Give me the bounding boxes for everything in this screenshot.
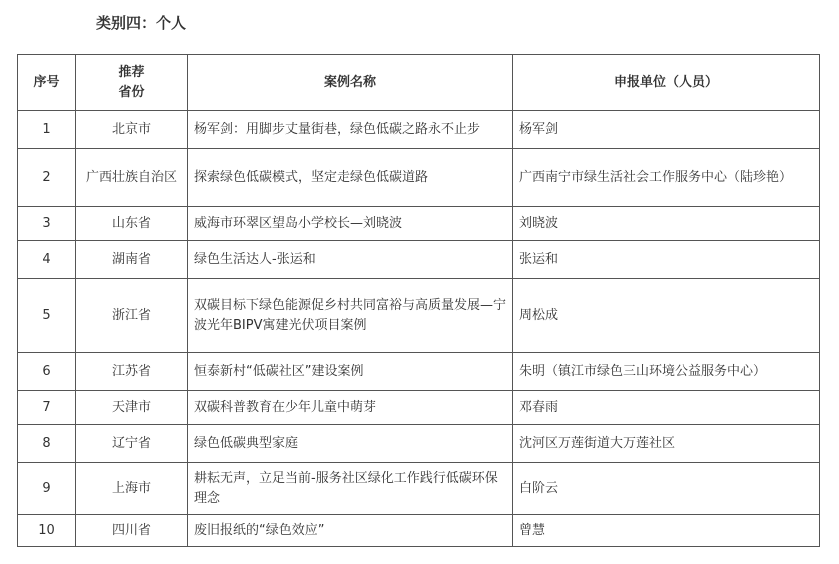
row-case-name: 恒泰新村“低碳社区”建设案例: [188, 353, 513, 391]
row-province: 上海市: [76, 463, 188, 515]
row-case-name: 杨军剑：用脚步丈量街巷，绿色低碳之路永不止步: [188, 111, 513, 149]
row-unit: 刘晓波: [513, 207, 820, 241]
row-no: 6: [18, 353, 76, 391]
row-no: 5: [18, 279, 76, 353]
table-row: [18, 207, 820, 241]
table-row: [18, 241, 820, 279]
header-unit: 申报单位（人员）: [513, 55, 820, 111]
row-no: 1: [18, 111, 76, 149]
header-province: [76, 55, 188, 111]
row-province: 广西壮族自治区: [76, 149, 188, 207]
category-title: 类别四：个人: [96, 14, 187, 32]
table-row: [18, 425, 820, 463]
table-row: [18, 353, 820, 391]
header-province-line2: 省份: [118, 84, 145, 100]
row-province: 山东省: [76, 207, 188, 241]
table-row: [18, 391, 820, 425]
row-province: 四川省: [76, 515, 188, 547]
row-case-name: 废旧报纸的“绿色效应”: [188, 515, 513, 547]
row-unit: 沈河区万莲街道大万莲社区: [513, 425, 820, 463]
row-no: 9: [18, 463, 76, 515]
row-province: 北京市: [76, 111, 188, 149]
row-no: 4: [18, 241, 76, 279]
row-case-name: 威海市环翠区望岛小学校长—刘晓波: [188, 207, 513, 241]
row-unit: 周松成: [513, 279, 820, 353]
row-unit: 邓春雨: [513, 391, 820, 425]
row-province: 辽宁省: [76, 425, 188, 463]
row-province: 湖南省: [76, 241, 188, 279]
row-case-name: 探索绿色低碳模式，坚定走绿色低碳道路: [188, 149, 513, 207]
table-row: [18, 149, 820, 207]
row-case-name: 绿色生活达人-张运和: [188, 241, 513, 279]
row-province: 江苏省: [76, 353, 188, 391]
header-case-name: 案例名称: [188, 55, 513, 111]
table-row: [18, 515, 820, 547]
row-unit: 白阶云: [513, 463, 820, 515]
row-no: 10: [18, 515, 76, 547]
header-no: 序号: [18, 55, 76, 111]
row-unit: 杨军剑: [513, 111, 820, 149]
row-unit: 张运和: [513, 241, 820, 279]
row-case-name: 耕耘无声，立足当前-服务社区绿化工作践行低碳环保理念: [188, 463, 513, 515]
row-no: 2: [18, 149, 76, 207]
table-header-row: [18, 55, 820, 111]
row-case-name: 双碳目标下绿色能源促乡村共同富裕与高质量发展—宁波光年BIPV寓建光伏项目案例: [188, 279, 513, 353]
row-province: 浙江省: [76, 279, 188, 353]
row-no: 8: [18, 425, 76, 463]
row-case-name: 双碳科普教育在少年儿童中萌芽: [188, 391, 513, 425]
table-row: [18, 463, 820, 515]
row-unit: 朱明（镇江市绿色三山环境公益服务中心）: [513, 353, 820, 391]
case-table: [17, 54, 820, 547]
table-row: [18, 279, 820, 353]
table-row: [18, 111, 820, 149]
row-no: 7: [18, 391, 76, 425]
header-province-line1: 推荐: [118, 64, 145, 80]
row-no: 3: [18, 207, 76, 241]
row-province: 天津市: [76, 391, 188, 425]
row-unit: 曾慧: [513, 515, 820, 547]
row-unit: 广西南宁市绿生活社会工作服务中心（陆珍艳）: [513, 149, 820, 207]
row-case-name: 绿色低碳典型家庭: [188, 425, 513, 463]
